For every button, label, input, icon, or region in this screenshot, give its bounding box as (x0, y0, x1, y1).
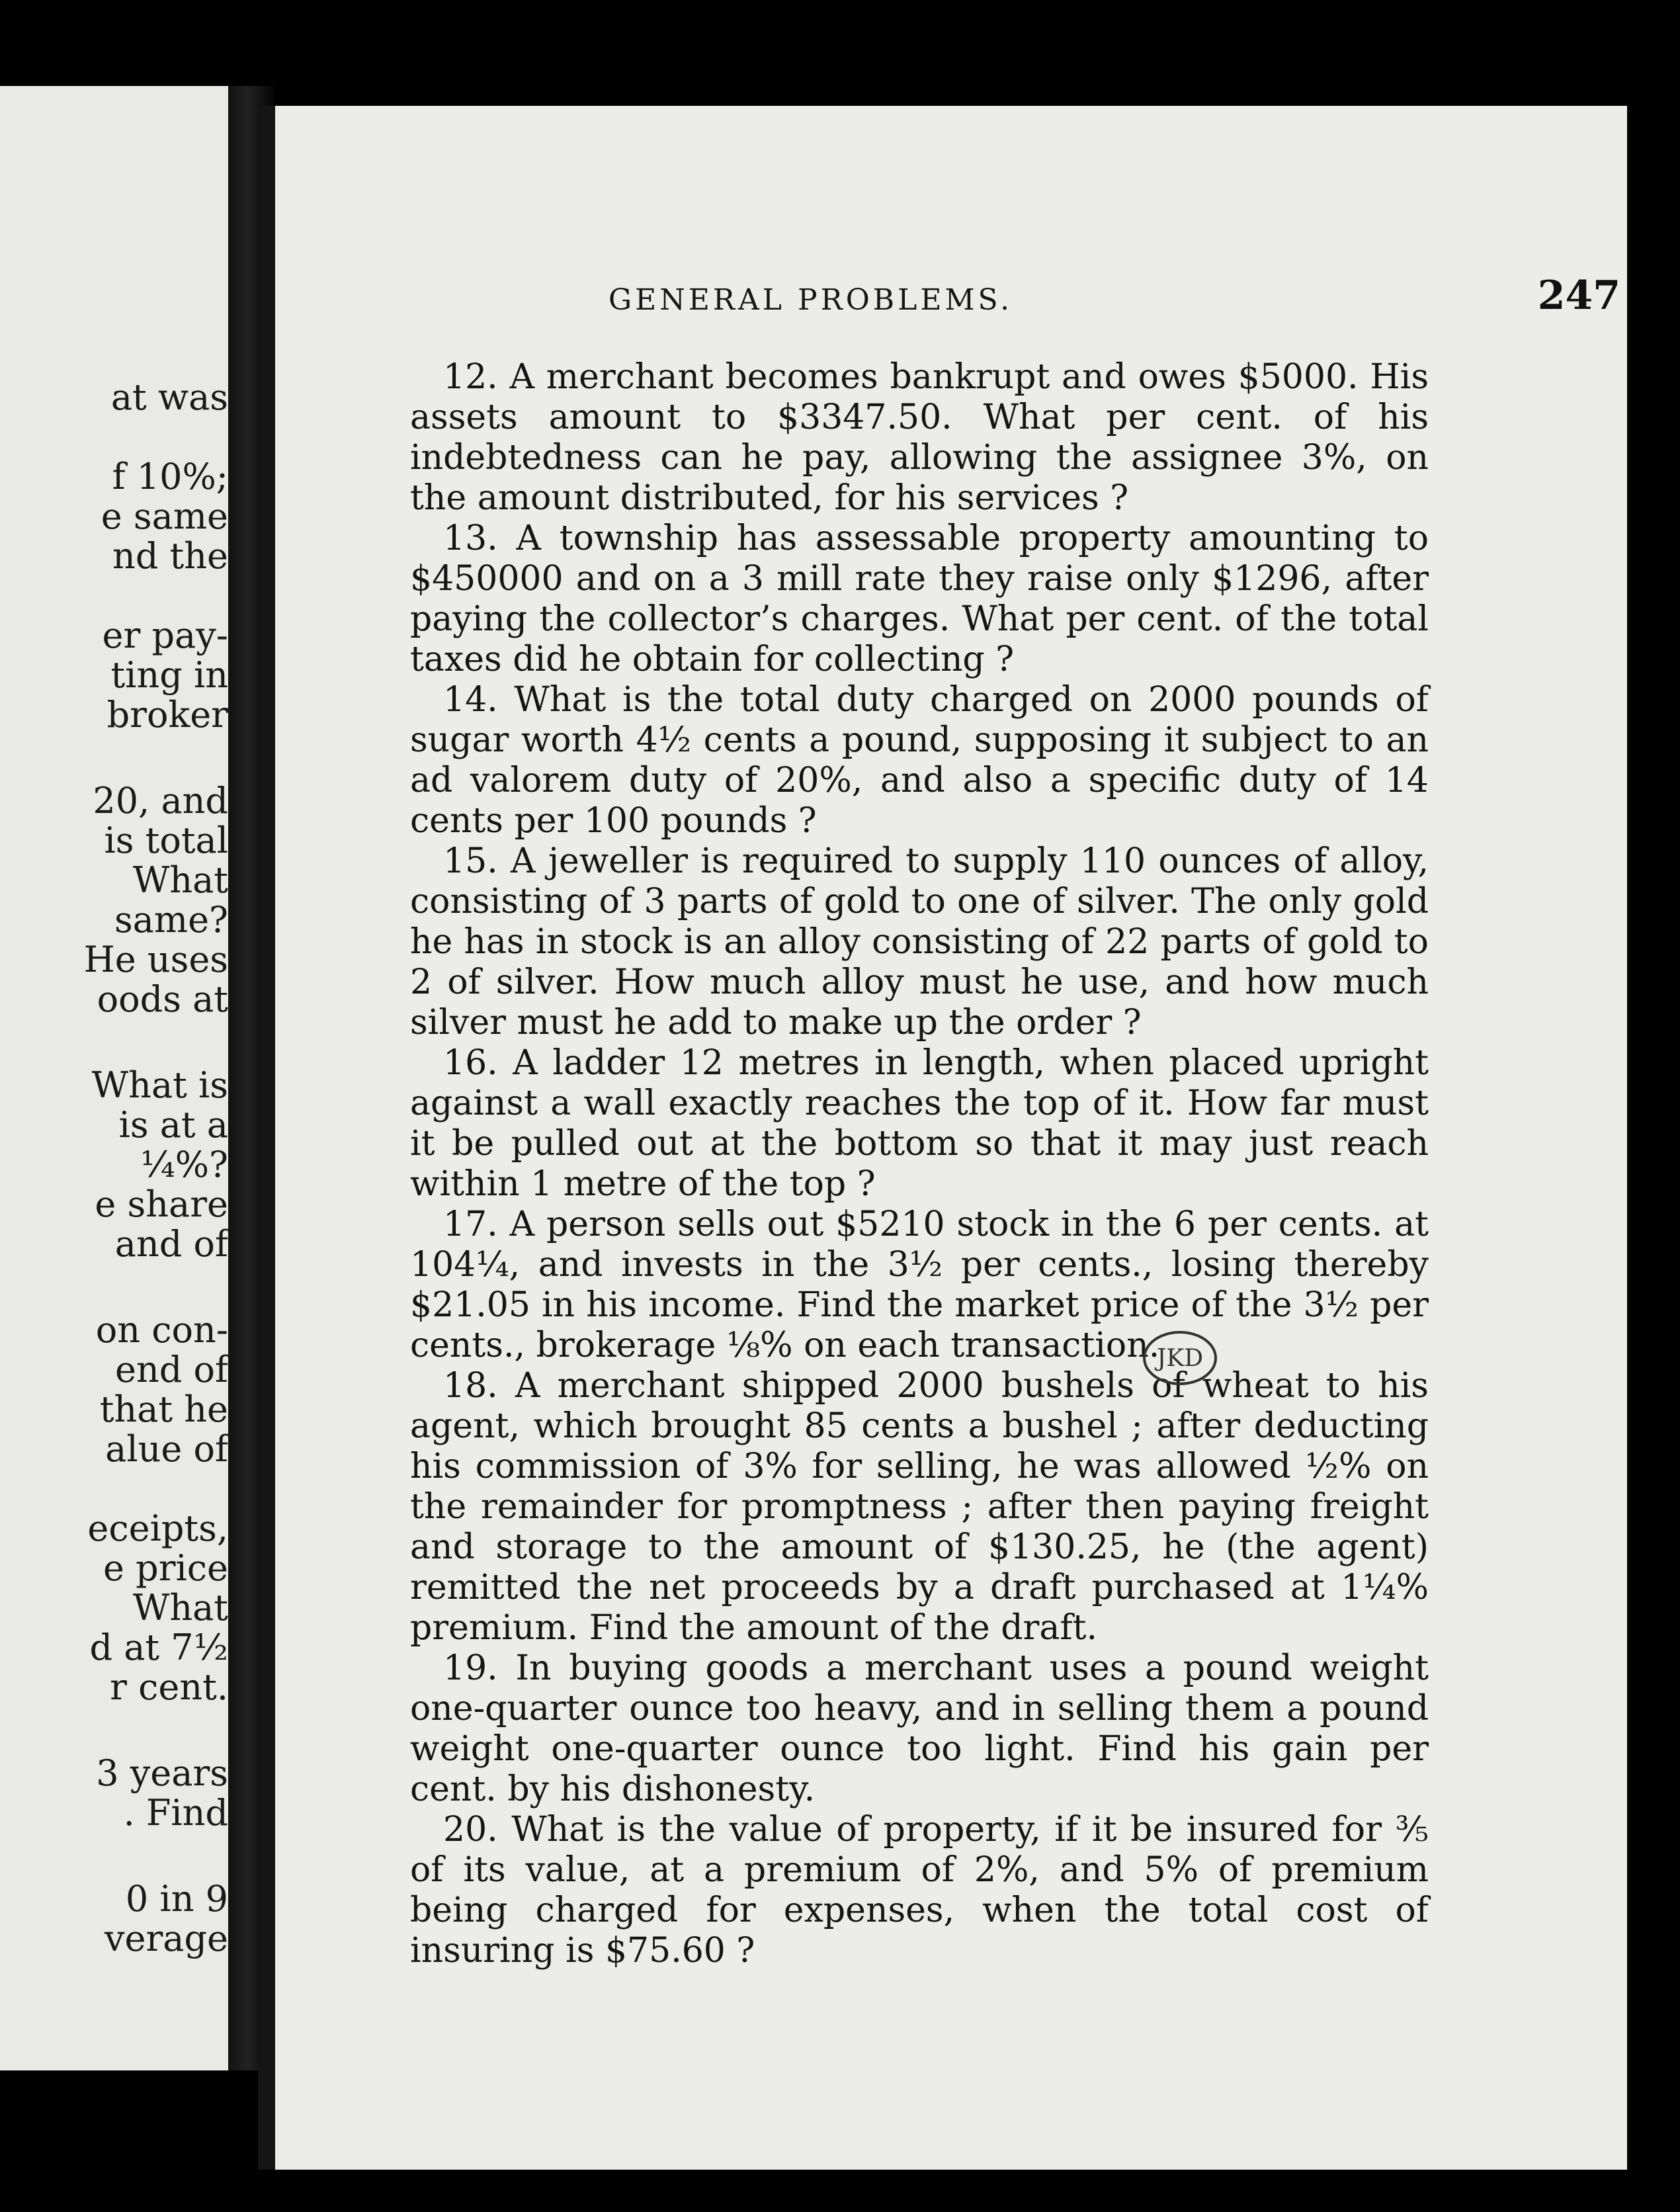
left-fragment: d at 7½ (89, 1627, 228, 1668)
handwritten-stamp: JKD (1143, 1331, 1217, 1385)
problem-15: 15. A jeweller is required to supply 110 ounces of alloy, consisting of 3 parts of gold to one of silver. The only gold he has in stock is an alloy consisting of 22 parts of gold to 2 of silver. How much alloy must he use, and how much silver must he add to make up the order ? (410, 841, 1429, 1042)
left-fragment: 3 years (96, 1752, 228, 1794)
left-fragment: What (132, 1587, 228, 1629)
left-fragment: that he (99, 1388, 228, 1430)
left-fragment: e price (103, 1547, 228, 1589)
left-fragment: and of (114, 1223, 228, 1265)
page-number: 247 (1537, 273, 1620, 319)
left-fragment: eceipts, (87, 1508, 228, 1549)
problem-list (410, 357, 1429, 1971)
left-fragment: broker (106, 694, 228, 736)
page-header (410, 273, 1620, 331)
left-fragment: . Find (123, 1792, 228, 1834)
problem-20: 20. What is the value of property, if it be insured for ⅗ of its value, at a premium of 2%, and 5% of premium being charged for expenses, when the total cost of insuring is $75.60 ? (410, 1810, 1429, 1971)
left-fragment: 20, and (93, 780, 228, 822)
left-fragment: verage (105, 1918, 228, 1959)
left-fragment: What is (91, 1064, 228, 1106)
problem-16: 16. A ladder 12 metres in length, when placed upright against a wall exactly reaches the top of it. How far must it be pulled out at the bottom so that it may just reach within 1 metre of the top ? (410, 1043, 1429, 1204)
problem-13: 13. A township has assessable property amounting to $450000 and on a 3 mill rate they raise only $1296, after paying the collector’s charges. What per cent. of the total taxes did he obtain for collecting ? (410, 519, 1429, 679)
problem-18: 18. A merchant shipped 2000 bushels of wheat to his agent, which brought 85 cents a bushel ; after deducting his commission of 3% for selling, he was allowed ½% on the remainder for promptness ; after then paying freight and storage to the amount of $130.25, he (the agent) remitted the net proceeds by a draft purchased at 1¼% premium. Find the amount of the draft. (410, 1366, 1429, 1648)
left-fragment: What (132, 859, 228, 901)
left-fragment: ¼%? (140, 1144, 228, 1185)
left-fragment: on con- (95, 1309, 228, 1351)
problem-19: 19. In buying goods a merchant uses a pound weight one-quarter ounce too heavy, and in selling them a pound weight one-quarter ounce too light. Find his gain per cent. by his dishonesty. (410, 1648, 1429, 1809)
left-fragment: He uses (83, 939, 228, 980)
left-fragment: 0 in 9 (125, 1878, 228, 1920)
left-fragment: end of (115, 1349, 228, 1390)
left-fragment: f 10%; (112, 456, 228, 497)
left-fragment: nd the (112, 535, 228, 577)
left-fragment: e share (95, 1183, 228, 1225)
left-fragment: er pay- (102, 615, 228, 656)
left-fragment: is total (104, 820, 228, 861)
problem-12: 12. A merchant becomes bankrupt and owes $5000. His assets amount to $3347.50. What per cent. of his indebtedness can he pay, allowing the assignee 3%, on the amount distributed, for his services ? (410, 357, 1429, 518)
running-title: GENERAL PROBLEMS. (609, 283, 1013, 317)
left-page (0, 86, 228, 2070)
left-fragment: oods at (97, 978, 228, 1020)
left-fragment: ting in (110, 654, 228, 696)
left-fragment: alue of (105, 1428, 228, 1470)
left-fragment: is at a (118, 1104, 228, 1146)
left-fragment: r cent. (110, 1666, 228, 1708)
problem-17: 17. A person sells out $5210 stock in the 6 per cents. at 104¼, and invests in the 3½ per cents., losing thereby $21.05 in his income. Find the market price of the 3½ per cents., brokerage ⅛% on each transaction. (410, 1205, 1429, 1365)
left-fragment: same? (114, 899, 228, 941)
left-fragment: e same (101, 495, 228, 537)
left-fragment: at was (110, 376, 228, 418)
problem-14: 14. What is the total duty charged on 2000 pounds of sugar worth 4½ cents a pound, supposing it subject to an ad valorem duty of 20%, and also a specific duty of 14 cents per 100 pounds ? (410, 680, 1429, 841)
